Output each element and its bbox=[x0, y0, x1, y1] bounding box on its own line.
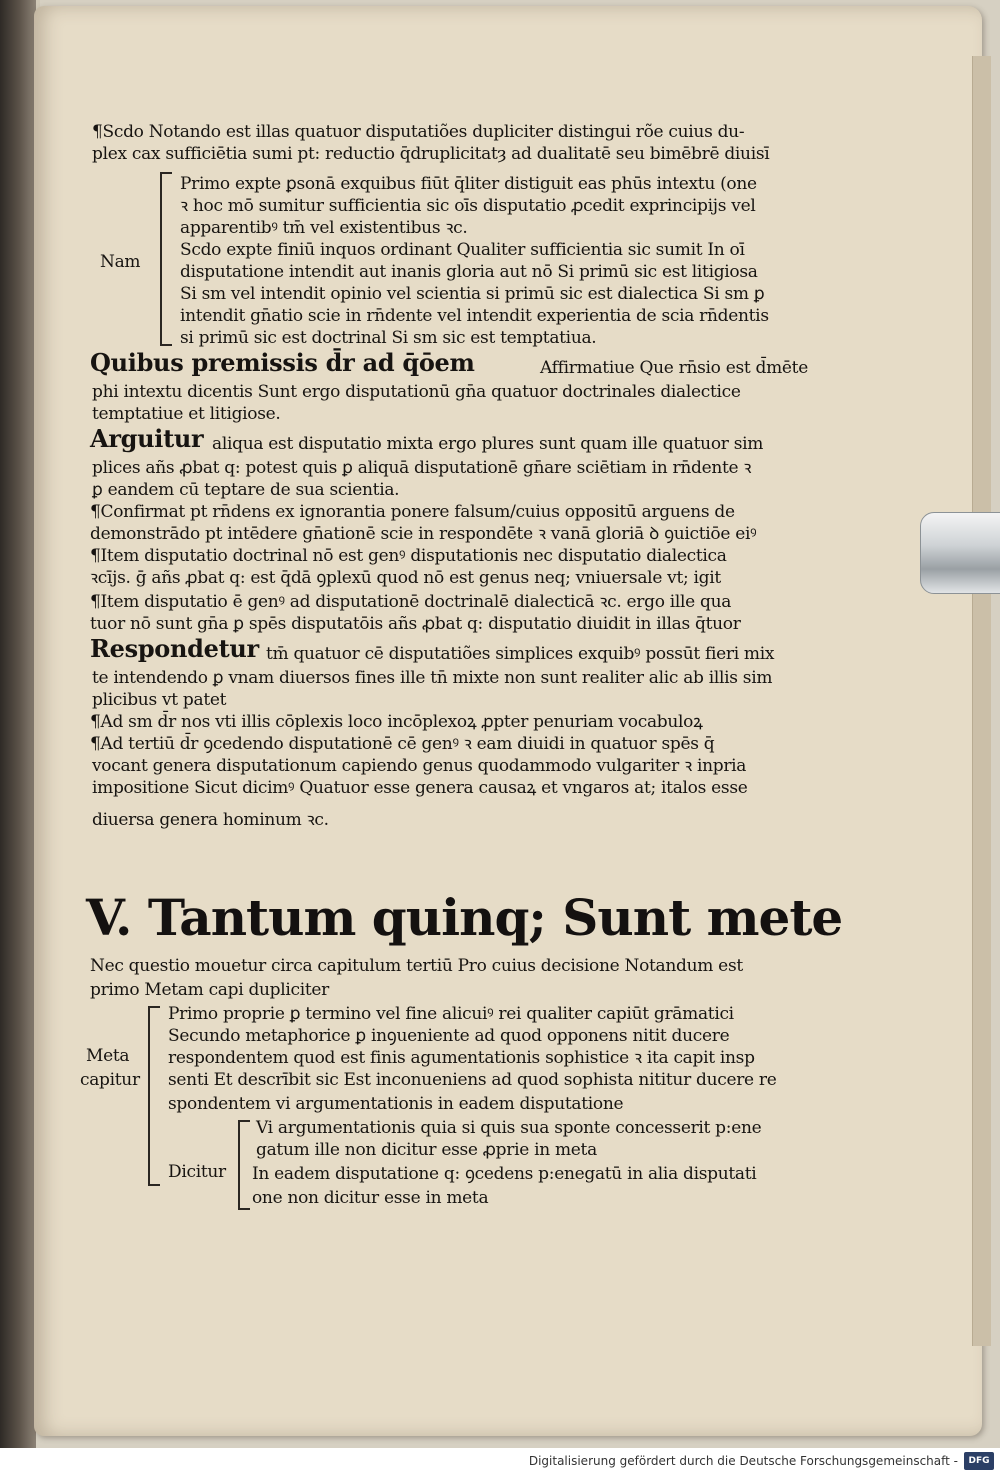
text-line: tm̄ quatuor cē disputatiões simplices exquibꝰ possūt fieri mix bbox=[266, 644, 775, 664]
text-line: Vi argumentationis quia si quis sua sponte concesserit p:ene bbox=[256, 1118, 762, 1138]
text-line: aliqua est disputatio mixta ergo plures sunt quam ille quatuor sim bbox=[212, 434, 764, 454]
text-line: vocant genera disputationum capiendo genus quodammodo vulgariter ꝛ inpria bbox=[92, 756, 747, 776]
text-line: ¶Scdo Notando est illas quatuor disputatiões dupliciter distingui rõe cuius du- bbox=[92, 122, 745, 142]
text-line: ꝑ eandem cū teptare de sua scientia. bbox=[92, 480, 400, 500]
text-line: Primo proprie ꝑ termino vel fine alicuiꝰ rei qualiter capiūt grāmatici bbox=[168, 1004, 734, 1024]
text-line: spondentem vi argumentationis in eadem disputatione bbox=[168, 1094, 624, 1114]
text-line: plicibus vt patet bbox=[92, 690, 227, 710]
headword-quibus: Quibus premissis d̄r ad q̄ōem bbox=[90, 348, 475, 377]
footer-credit: Digitalisierung gefördert durch die Deutsche Forschungsgemeinschaft - bbox=[528, 1454, 958, 1468]
brace bbox=[148, 1006, 160, 1186]
dfg-logo bbox=[964, 1452, 994, 1470]
margin-label-dicitur: Dicitur bbox=[168, 1162, 226, 1182]
text-line: ¶Item disputatio ē genꝰ ad disputationē doctrinalē dialecticā ꝛc. ergo ille qua bbox=[90, 592, 732, 612]
text-line: gatum ille non dicitur esse ꝓprie in meta bbox=[256, 1140, 597, 1160]
text-line: tuor nō sunt gn̄a ꝑ spēs disputatōis añs ꝓbat q: disputatio diuidit in illas q̄tuor bbox=[90, 614, 741, 634]
brace bbox=[160, 172, 172, 346]
text-line: si primū sic est doctrinal Si sm sic est temptatiua. bbox=[180, 328, 597, 348]
book-gutter bbox=[0, 0, 36, 1448]
page-stack-edge bbox=[972, 56, 991, 1346]
text-line: intendit gn̄atio scie in rn̄dente vel intendit experientia de scia rn̄dentis bbox=[180, 306, 769, 326]
margin-label-meta: Meta bbox=[86, 1046, 130, 1066]
text-line: ¶Ad sm d̄r nos vti illis cōplexis loco incōplexoꝝ ꝓpter penuriam vocabuloꝝ bbox=[90, 712, 703, 732]
text-line: ¶Ad tertiū d̄r ꝯcedendo disputationē cē genꝰ ꝛ eam diuidi in quatuor spēs q̄ bbox=[90, 734, 715, 754]
text-line: Primo expte ꝑsonā exquibus fiūt q̄liter distiguit eas phūs intextu (one bbox=[180, 174, 757, 194]
text-line: respondentem quod est finis agumentationis sophistice ꝛ ita capit insp bbox=[168, 1048, 755, 1068]
headword-respondetur: Respondetur bbox=[90, 634, 259, 663]
text-line: apparentibꝰ tm̄ vel existentibus ꝛc. bbox=[180, 218, 468, 238]
text-line: disputatione intendit aut inanis gloria aut nō Si primū sic est litigiosa bbox=[180, 262, 758, 282]
dfg-logo-text: DFG bbox=[968, 1456, 990, 1466]
text-line: plices añs ꝓbat q: potest quis ꝑ aliquā disputationē gn̄are sciētiam in rn̄dente ꝛ bbox=[92, 458, 752, 478]
text-line: senti Et descrībit sic Est inconueniens ad quod sophista nititur ducere re bbox=[168, 1070, 777, 1090]
text-line: one non dicitur esse in meta bbox=[252, 1188, 489, 1208]
text-line: ¶Confirmat pt rn̄dens ex ignorantia ponere falsum/cuius oppositū arguens de bbox=[90, 502, 735, 522]
text-line: phi intextu dicentis Sunt ergo disputationū gn̄a quatuor doctrinales dialectice bbox=[92, 382, 741, 402]
text-line: demonstrādo pt intēdere gn̄ationē scie in respondēte ꝛ vanā gloriā ꝺ ꝯuictiōe eiꝰ bbox=[90, 524, 757, 544]
page-clip bbox=[920, 512, 1000, 594]
footer-bar bbox=[0, 1448, 1000, 1474]
text-line: Nec questio mouetur circa capitulum tertiū Pro cuius decisione Notandum est bbox=[90, 956, 743, 976]
text-line: Affirmatiue Que rn̄sio est d̄mēte bbox=[540, 358, 808, 378]
brace bbox=[238, 1120, 250, 1210]
text-line: ꝛ hoc mō sumitur sufficientia sic oīs disputatio ꝓcedit exprincipijs vel bbox=[180, 196, 756, 216]
text-line: plex cax sufficiētia sumi pt: reductio q̄druplicitatȝ ad dualitatē seu bimēbrē diuisī bbox=[92, 144, 770, 164]
text-line: In eadem disputatione q: ꝯcedens p:enegatū in alia disputati bbox=[252, 1164, 757, 1184]
text-line: primo Metam capi dupliciter bbox=[90, 980, 330, 1000]
text-line: Scdo expte finiū inquos ordinant Qualiter sufficientia sic sumit In oī bbox=[180, 240, 745, 260]
section-heading: V. Tantum quinq; Sunt mete bbox=[86, 888, 843, 947]
text-line: Secundo metaphorice ꝑ inꝯueniente ad quod opponens nitit ducere bbox=[168, 1026, 730, 1046]
text-line: diuersa genera hominum ꝛc. bbox=[92, 810, 329, 830]
margin-label-capitur: capitur bbox=[80, 1070, 140, 1090]
text-line: ꝛcījs. ḡ añs ꝓbat q: est q̄dā ꝯplexū quod nō est genus neq; vniuersale vt; igit bbox=[90, 568, 721, 588]
text-line: impositione Sicut dicimꝰ Quatuor esse genera causaꝝ et vngaros at; italos esse bbox=[92, 778, 748, 798]
headword-arguitur: Arguitur bbox=[90, 424, 204, 453]
text-line: temptatiue et litigiose. bbox=[92, 404, 281, 424]
text-line: ¶Item disputatio doctrinal nō est genꝰ disputationis nec disputatio dialectica bbox=[90, 546, 727, 566]
margin-label-nam: Nam bbox=[100, 252, 141, 272]
text-line: Si sm vel intendit opinio vel scientia si primū sic est dialectica Si sm ꝑ bbox=[180, 284, 765, 304]
text-line: te intendendo ꝑ vnam diuersos fines ille tn̄ mixte non sunt realiter alic ab illis sim bbox=[92, 668, 773, 688]
